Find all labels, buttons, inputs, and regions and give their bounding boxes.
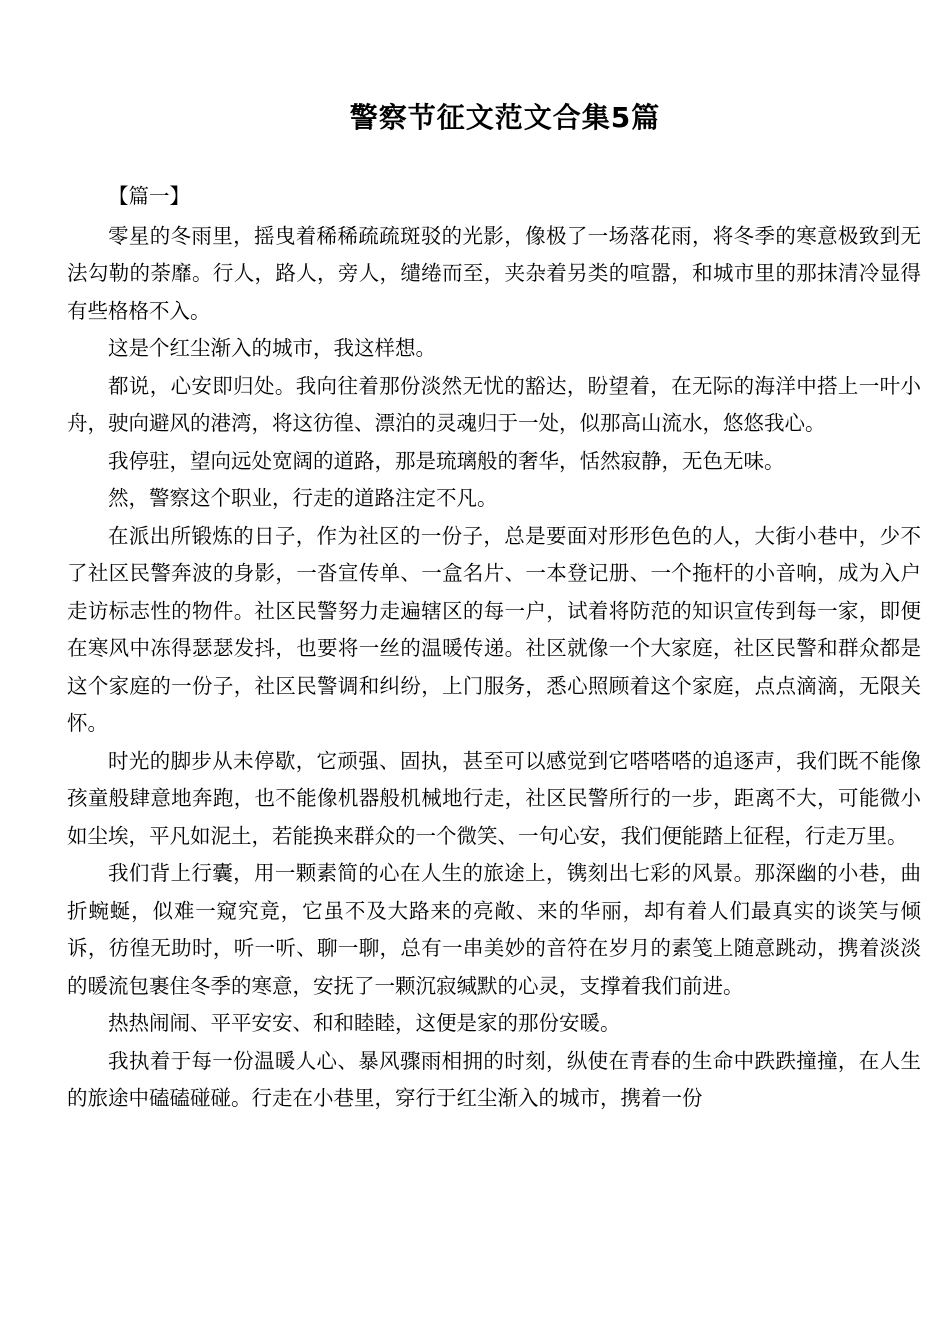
paragraph: 这是个红尘渐入的城市，我这样想。 [108,336,436,360]
paragraph: 时光的脚步从未停歇，它顽强、固执，甚至可以感觉到它嗒嗒嗒的追逐声，我们既不能像孩童般肆意地奔跑，也不能像机器般机械地行走，社区民警所行的一步，距离不大，可能微小如尘埃，平凡如泥土，若能换来群众的一个微笑、一句心安，我们便能踏上征程，行走万里。 [67,748,921,848]
paragraph: 我执着于每一份温暖人心、暴风骤雨相拥的时刻，纵使在青春的生命中跌跌撞撞，在人生的旅途中磕磕碰碰。行走在小巷里，穿行于红尘渐入的城市，携着一份 [67,1048,921,1110]
paragraph: 然，警察这个职业，行走的道路注定不凡。 [108,486,498,510]
document-title: 警察节征文范文合集5篇 [349,101,661,134]
paragraph: 在派出所锻炼的日子，作为社区的一份子，总是要面对形形色色的人，大街小巷中，少不了社区民警奔波的身影，一沓宣传单、一盒名片、一本登记册、一个拖杆的小音响，成为入户走访标志性的物件。社区民警努力走遍辖区的每一户，试着将防范的知识宣传到每一家，即便在寒风中冻得瑟瑟发抖，也要将一丝的温暖传递。社区就像一个大家庭，社区民警和群众都是这个家庭的一份子，社区民警调和纠纷，上门服务，悉心照顾着这个家庭，点点滴滴，无限关怀。 [67,523,921,735]
paragraph: 都说，心安即归处。我向往着那份淡然无忧的豁达，盼望着，在无际的海洋中搭上一叶小舟，驶向避风的港湾，将这彷徨、漂泊的灵魂归于一处，似那高山流水，悠悠我心。 [67,373,921,435]
paragraph: 零星的冬雨里，摇曳着稀稀疏疏斑驳的光影，像极了一场落花雨，将冬季的寒意极致到无法勾勒的荼靡。行人，路人，旁人，缱绻而至，夹杂着另类的喧嚣，和城市里的那抹清冷显得有些格格不入。 [67,223,921,323]
paragraph: 热热闹闹、平平安安、和和睦睦，这便是家的那份安暖。 [108,1011,621,1035]
document-body [67,178,921,1118]
paragraph: 我们背上行囊，用一颗素简的心在人生的旅途上，镌刻出七彩的风景。那深幽的小巷，曲折蜿蜒，似难一窥究竟，它虽不及大路来的亮敞、来的华丽，却有着人们最真实的谈笑与倾诉，彷徨无助时，听一听、聊一聊，总有一串美妙的音符在岁月的素笺上随意跳动，携着淡淡的暖流包裹住冬季的寒意，安抚了一颗沉寂缄默的心灵，支撑着我们前进。 [67,861,921,998]
section-heading: 【篇一】 [108,184,190,208]
paragraph: 我停驻，望向远处宽阔的道路，那是琉璃般的奢华，恬然寂静，无色无味。 [108,448,785,473]
